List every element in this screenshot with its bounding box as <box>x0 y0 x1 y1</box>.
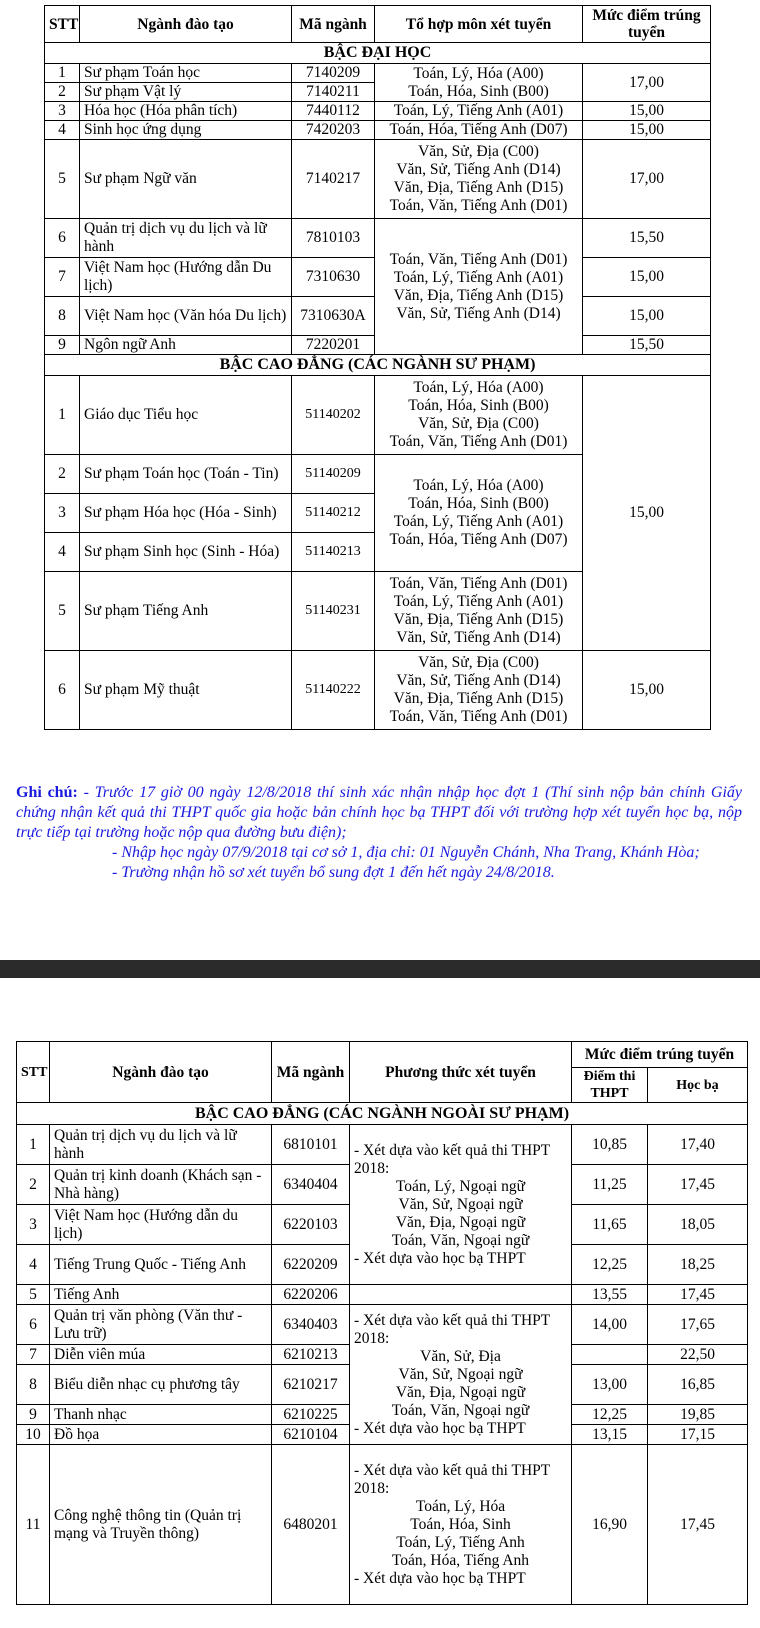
table-row <box>17 1445 748 1605</box>
cell-nganh: Sư phạm Tiếng Anh <box>80 572 292 651</box>
cell-ma: 7810103 <box>292 219 375 258</box>
cell-nganh: Sư phạm Toán học <box>80 64 292 83</box>
header-phuong-thuc: Phương thức xét tuyển <box>350 1042 572 1103</box>
cell-ma: 7310630 <box>292 258 375 297</box>
cell-nganh: Quản trị kinh doanh (Khách sạn - Nhà hàng) <box>50 1165 272 1205</box>
cell-stt: 8 <box>45 297 80 336</box>
cell-to-hop: Toán, Hóa, Tiếng Anh (D07) <box>375 121 583 140</box>
cell-to-hop: Văn, Sử, Địa (C00) Văn, Sử, Tiếng Anh (D14) Văn, Địa, Tiếng Anh (D15) Toán, Văn, Tiếng Anh (D01) <box>375 140 583 219</box>
cell-thpt: 12,25 <box>572 1405 648 1425</box>
cell-hocba: 18,05 <box>648 1205 748 1245</box>
cell-to-hop: Toán, Lý, Hóa (A00) Toán, Hóa, Sinh (B00) Toán, Lý, Tiếng Anh (A01) Toán, Hóa, Tiếng Anh (D07) <box>375 455 583 572</box>
note-text-1: - Trước 17 giờ 00 ngày 12/8/2018 thí sinh xác nhận nhập học đợt 1 (Thí sinh nộp bản chính Giấy chứng nhận kết quả thi THPT quốc gia hoặc bản chính học bạ THPT đối với trường hợp xét tuyển học bạ, nộp trực tiếp tại trường hoặc nộp qua đường bưu điện); <box>16 784 743 841</box>
header-ma-nganh: Mã ngành <box>272 1042 350 1103</box>
cell-thpt: 13,55 <box>572 1285 648 1305</box>
divider-bar <box>0 960 760 978</box>
cell-hocba: 17,65 <box>648 1305 748 1345</box>
cell-stt: 4 <box>17 1245 50 1285</box>
table-header-row <box>45 6 711 43</box>
cell-phuong-thuc <box>350 1125 572 1285</box>
cell-ma: 7440112 <box>292 102 375 121</box>
header-ma-nganh: Mã ngành <box>292 6 375 43</box>
cell-stt: 9 <box>45 336 80 355</box>
cell-hocba: 16,85 <box>648 1365 748 1405</box>
cell-ma: 6220206 <box>272 1285 350 1305</box>
table-row <box>17 1125 748 1165</box>
cell-hocba: 22,50 <box>648 1345 748 1365</box>
cell-ma: 6220209 <box>272 1245 350 1285</box>
cell-diem: 15,00 <box>583 297 711 336</box>
cell-nganh: Sư phạm Vật lý <box>80 83 292 102</box>
header-stt: STT <box>45 6 80 43</box>
method-exam-label: - Xét dựa vào kết quả thi THPT 2018: <box>354 1141 550 1177</box>
cell-hocba: 18,25 <box>648 1245 748 1285</box>
cell-nganh: Quản trị dịch vụ du lịch và lữ hành <box>50 1125 272 1165</box>
cell-ma: 6220103 <box>272 1205 350 1245</box>
admission-table-ngoai-su-pham <box>16 1041 748 1605</box>
cell-stt: 5 <box>45 572 80 651</box>
cell-diem: 15,50 <box>583 336 711 355</box>
cell-ma: 6210217 <box>272 1365 350 1405</box>
cell-to-hop: Toán, Lý, Tiếng Anh (A01) <box>375 102 583 121</box>
cell-stt: 1 <box>17 1125 50 1165</box>
section-title: BẬC ĐẠI HỌC <box>45 43 711 64</box>
note-2 <box>16 843 742 863</box>
cell-stt: 2 <box>45 83 80 102</box>
cell-nganh: Giáo dục Tiểu học <box>80 376 292 455</box>
table-row <box>45 376 711 455</box>
cell-ma: 51140231 <box>292 572 375 651</box>
cell-stt: 1 <box>45 64 80 83</box>
cell-hocba: 19,85 <box>648 1405 748 1425</box>
table-row <box>45 651 711 730</box>
header-stt: STT <box>17 1042 50 1103</box>
cell-ma: 51140209 <box>292 455 375 494</box>
cell-stt: 3 <box>17 1205 50 1245</box>
note-1 <box>16 783 742 843</box>
cell-stt: 4 <box>45 533 80 572</box>
cell-ma: 7140217 <box>292 140 375 219</box>
cell-diem: 15,00 <box>583 376 711 651</box>
notes-section <box>16 783 742 883</box>
header-nganh: Ngành đào tạo <box>80 6 292 43</box>
cell-thpt: 12,25 <box>572 1245 648 1285</box>
cell-phuong-thuc-empty <box>350 1285 572 1305</box>
cell-ma: 6480201 <box>272 1445 350 1605</box>
cell-to-hop: Toán, Lý, Hóa (A00) Toán, Hóa, Sinh (B00) <box>375 64 583 102</box>
cell-diem: 15,00 <box>583 121 711 140</box>
cell-ma: 7140211 <box>292 83 375 102</box>
cell-nganh: Sư phạm Mỹ thuật <box>80 651 292 730</box>
table-row <box>17 1305 748 1345</box>
header-diem-thi: Điểm thi THPT <box>572 1068 648 1103</box>
method-combos: Toán, Lý, Ngoại ngữ Văn, Sử, Ngoại ngữ Văn, Địa, Ngoại ngữ Toán, Văn, Ngoại ngữ <box>391 1177 530 1249</box>
cell-stt: 6 <box>45 219 80 258</box>
table-row <box>45 102 711 121</box>
method-hocba-label: - Xét dựa vào học bạ THPT <box>354 1569 526 1587</box>
cell-nganh: Công nghệ thông tin (Quản trị mạng và Truyền thông) <box>50 1445 272 1605</box>
cell-to-hop: Toán, Lý, Hóa (A00) Toán, Hóa, Sinh (B00) Văn, Sử, Địa (C00) Toán, Văn, Tiếng Anh (D01) <box>375 376 583 455</box>
cell-ma: 51140213 <box>292 533 375 572</box>
section-title: BẬC CAO ĐẲNG (CÁC NGÀNH SƯ PHẠM) <box>45 355 711 376</box>
cell-to-hop: Toán, Văn, Tiếng Anh (D01) Toán, Lý, Tiếng Anh (A01) Văn, Địa, Tiếng Anh (D15) Văn, Sử, Tiếng Anh (D14) <box>375 219 583 355</box>
cell-nganh: Việt Nam học (Văn hóa Du lịch) <box>80 297 292 336</box>
cell-ma: 6340404 <box>272 1165 350 1205</box>
method-hocba-label: - Xét dựa vào học bạ THPT <box>354 1419 526 1437</box>
cell-ma: 7220201 <box>292 336 375 355</box>
note-text-2: - Nhập học ngày 07/9/2018 tại cơ sở 1, địa chỉ: 01 Nguyễn Chánh, Nha Trang, Khánh Hòa; <box>112 844 700 861</box>
cell-ma: 7140209 <box>292 64 375 83</box>
cell-stt: 9 <box>17 1405 50 1425</box>
method-hocba-label: - Xét dựa vào học bạ THPT <box>354 1249 526 1267</box>
cell-nganh: Hóa học (Hóa phân tích) <box>80 102 292 121</box>
cell-nganh: Sư phạm Sinh học (Sinh - Hóa) <box>80 533 292 572</box>
cell-stt: 10 <box>17 1425 50 1445</box>
cell-to-hop: Toán, Văn, Tiếng Anh (D01) Toán, Lý, Tiếng Anh (A01) Văn, Địa, Tiếng Anh (D15) Văn, Sử, Tiếng Anh (D14) <box>375 572 583 651</box>
cell-thpt: 14,00 <box>572 1305 648 1345</box>
cell-thpt: 11,25 <box>572 1165 648 1205</box>
cell-nganh: Biểu diễn nhạc cụ phương tây <box>50 1365 272 1405</box>
cell-stt: 2 <box>45 455 80 494</box>
table-row <box>45 121 711 140</box>
cell-thpt: 10,85 <box>572 1125 648 1165</box>
cell-hocba: 17,40 <box>648 1125 748 1165</box>
header-muc-diem: Mức điểm trúng tuyển <box>583 6 711 43</box>
cell-hocba: 17,45 <box>648 1165 748 1205</box>
cell-ma: 6810101 <box>272 1125 350 1165</box>
cell-stt: 6 <box>45 651 80 730</box>
cell-thpt: 11,65 <box>572 1205 648 1245</box>
table-header-row <box>17 1042 748 1068</box>
cell-stt: 5 <box>17 1285 50 1305</box>
cell-ma: 51140202 <box>292 376 375 455</box>
cell-nganh: Tiếng Trung Quốc - Tiếng Anh <box>50 1245 272 1285</box>
cell-nganh: Ngôn ngữ Anh <box>80 336 292 355</box>
method-exam-label: - Xét dựa vào kết quả thi THPT 2018: <box>354 1311 550 1347</box>
cell-stt: 1 <box>45 376 80 455</box>
table-row <box>17 1285 748 1305</box>
note-text-3: - Trường nhận hồ sơ xét tuyển bổ sung đợt 1 đến hết ngày 24/8/2018. <box>112 864 555 881</box>
cell-ma: 6210104 <box>272 1425 350 1445</box>
header-hoc-ba: Học bạ <box>648 1068 748 1103</box>
cell-nganh: Quản trị văn phòng (Văn thư - Lưu trữ) <box>50 1305 272 1345</box>
cell-nganh: Sư phạm Ngữ văn <box>80 140 292 219</box>
cell-thpt <box>572 1345 648 1365</box>
cell-diem: 15,00 <box>583 102 711 121</box>
cell-thpt: 16,90 <box>572 1445 648 1605</box>
cell-nganh: Sư phạm Toán học (Toán - Tin) <box>80 455 292 494</box>
cell-nganh: Sư phạm Hóa học (Hóa - Sinh) <box>80 494 292 533</box>
cell-ma: 6340403 <box>272 1305 350 1345</box>
method-combos: Văn, Sử, Địa Văn, Sử, Ngoại ngữ Văn, Địa, Ngoại ngữ Toán, Văn, Ngoại ngữ <box>391 1347 530 1419</box>
cell-nganh: Thanh nhạc <box>50 1405 272 1425</box>
cell-hocba: 17,45 <box>648 1285 748 1305</box>
cell-nganh: Việt Nam học (Hướng dẫn Du lịch) <box>80 258 292 297</box>
cell-diem: 15,00 <box>583 258 711 297</box>
method-exam-label: - Xét dựa vào kết quả thi THPT 2018: <box>354 1461 550 1497</box>
cell-ma: 6210213 <box>272 1345 350 1365</box>
notes-label: Ghi chú: <box>16 784 78 801</box>
cell-ma: 7420203 <box>292 121 375 140</box>
cell-stt: 8 <box>17 1365 50 1405</box>
cell-stt: 7 <box>45 258 80 297</box>
cell-stt: 6 <box>17 1305 50 1345</box>
table-row <box>45 64 711 83</box>
cell-nganh: Sinh học ứng dụng <box>80 121 292 140</box>
cell-stt: 5 <box>45 140 80 219</box>
cell-nganh: Việt Nam học (Hướng dẫn du lịch) <box>50 1205 272 1245</box>
cell-diem: 15,00 <box>583 651 711 730</box>
cell-stt: 4 <box>45 121 80 140</box>
cell-to-hop: Văn, Sử, Địa (C00) Văn, Sử, Tiếng Anh (D14) Văn, Địa, Tiếng Anh (D15) Toán, Văn, Tiếng Anh (D01) <box>375 651 583 730</box>
header-muc-diem: Mức điểm trúng tuyển <box>572 1042 748 1068</box>
cell-nganh: Quản trị dịch vụ du lịch và lữ hành <box>80 219 292 258</box>
cell-hocba: 17,15 <box>648 1425 748 1445</box>
cell-stt: 3 <box>45 494 80 533</box>
cell-phuong-thuc <box>350 1445 572 1605</box>
cell-nganh: Đồ họa <box>50 1425 272 1445</box>
cell-thpt: 13,00 <box>572 1365 648 1405</box>
table-row <box>45 219 711 258</box>
cell-thpt: 13,15 <box>572 1425 648 1445</box>
cell-ma: 51140212 <box>292 494 375 533</box>
cell-nganh: Diễn viên múa <box>50 1345 272 1365</box>
table-row <box>45 140 711 219</box>
cell-stt: 3 <box>45 102 80 121</box>
section-title: BẬC CAO ĐẲNG (CÁC NGÀNH NGOÀI SƯ PHẠM) <box>17 1103 748 1125</box>
cell-ma: 51140222 <box>292 651 375 730</box>
method-combos: Toán, Lý, Hóa Toán, Hóa, Sinh Toán, Lý, Tiếng Anh Toán, Hóa, Tiếng Anh <box>391 1497 530 1569</box>
cell-hocba: 17,45 <box>648 1445 748 1605</box>
header-to-hop: Tổ hợp môn xét tuyển <box>375 6 583 43</box>
cell-ma: 7310630A <box>292 297 375 336</box>
cell-stt: 7 <box>17 1345 50 1365</box>
cell-phuong-thuc <box>350 1305 572 1445</box>
cell-diem: 17,00 <box>583 140 711 219</box>
admission-table-sư-phạm <box>44 5 711 730</box>
cell-stt: 2 <box>17 1165 50 1205</box>
cell-diem: 17,00 <box>583 64 711 102</box>
cell-ma: 6210225 <box>272 1405 350 1425</box>
cell-diem: 15,50 <box>583 219 711 258</box>
note-3 <box>16 863 742 883</box>
cell-stt: 11 <box>17 1445 50 1605</box>
header-nganh: Ngành đào tạo <box>50 1042 272 1103</box>
cell-nganh: Tiếng Anh <box>50 1285 272 1305</box>
